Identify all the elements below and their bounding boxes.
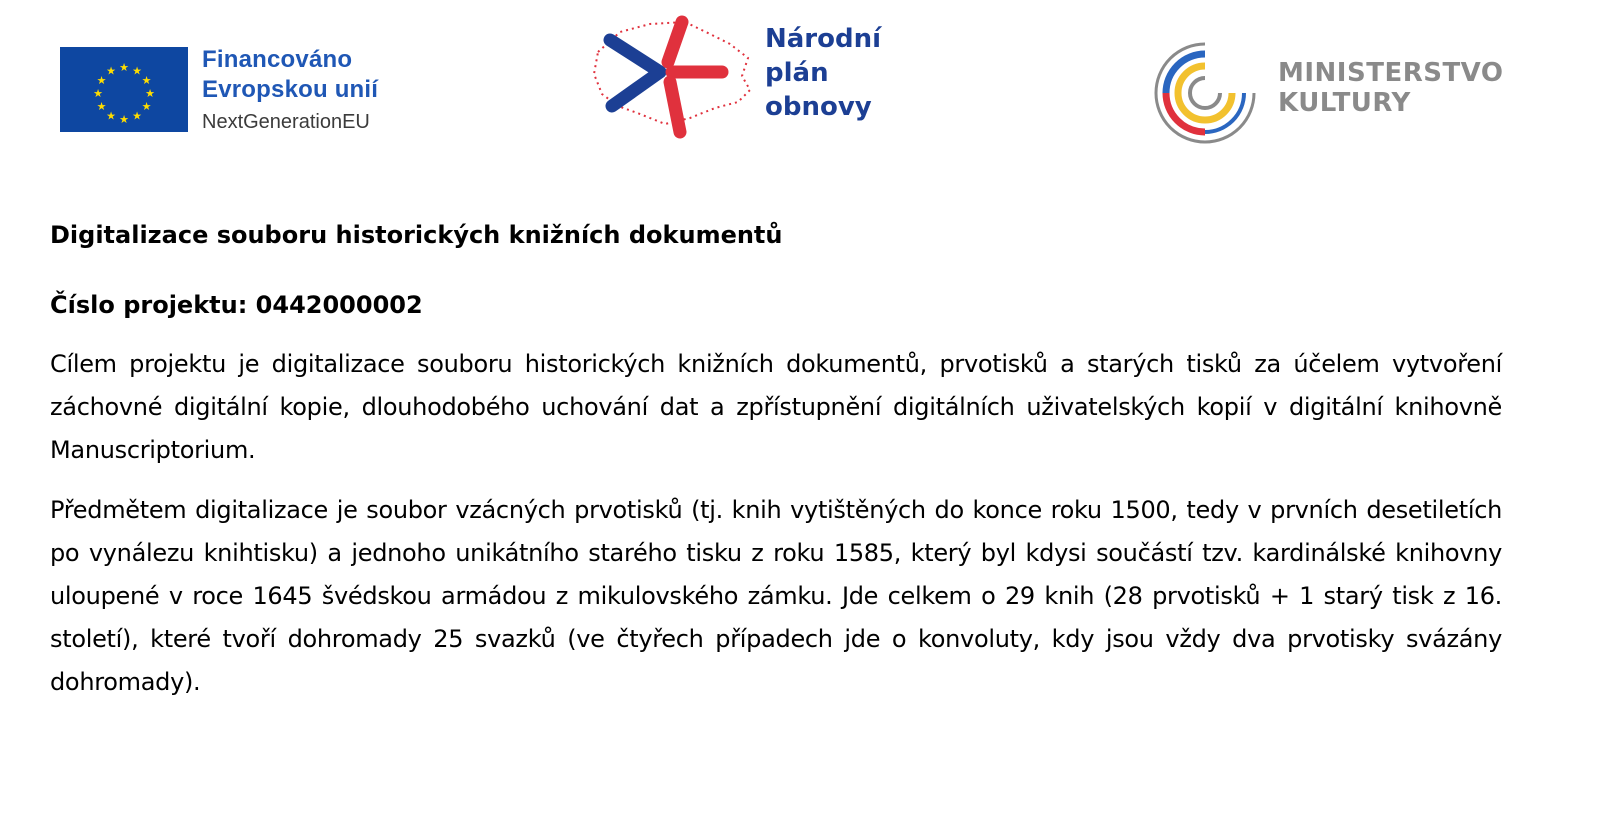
eu-logo-line1: Financováno — [202, 46, 353, 73]
project-number: Číslo projektu: 0442000002 — [50, 291, 423, 319]
ministerstvo-kultury-logo — [1150, 38, 1510, 148]
mk-logo-line1: MINISTERSTVO — [1278, 58, 1504, 88]
svg-text:★: ★ — [141, 100, 152, 113]
mk-logo-line2: KULTURY — [1278, 88, 1411, 118]
logo-header — [0, 0, 1600, 170]
narodni-plan-obnovy-logo — [590, 10, 920, 145]
npo-emblem-icon — [590, 10, 760, 145]
eu-flag-icon — [60, 47, 188, 132]
paragraph-goal: Cílem projektu je digitalizace souboru historických knižních dokumentů, prvotisků a starých tisků za účelem vytvoření záchovné digitální kopie, dlouhodobého uchování dat a zpřístupnění digitálních uživatelských kopií v digitální knihovně Manuscriptorium. — [50, 350, 1502, 464]
npo-logo-line2: plán — [765, 58, 829, 88]
svg-text:★: ★ — [132, 109, 142, 123]
svg-text:★: ★ — [145, 87, 155, 100]
eu-logo-line2: Evropskou unií — [202, 76, 379, 103]
svg-text:★: ★ — [132, 64, 142, 78]
npo-logo-text — [765, 22, 881, 124]
document-body — [50, 215, 1502, 704]
npo-logo-line3: obnovy — [765, 92, 872, 122]
svg-text:★: ★ — [106, 64, 116, 78]
svg-text:★: ★ — [119, 113, 129, 126]
eu-funding-logo — [60, 45, 410, 140]
eu-logo-text — [202, 45, 378, 137]
paragraph-subject: Předmětem digitalizace je soubor vzácných prvotisků (tj. knih vytištěných do konce roku 1500, tedy v prvních desetiletích po vynálezu knihtisku) a jednoho unikátního starého tisku z roku 1585, který byl kdysi součástí tzv. kardinálské knihovny uloupené v roce 1645 švédskou armádou z mikulovského zámku. Jde celkem o 29 knih (28 prvotisků + 1 starý tisk z 16. století), které tvoří dohromady 25 svazků (ve čtyřech případech jde o konvoluty, kdy jsou vždy dva prvotisky svázány dohromady). — [50, 496, 1502, 696]
document-title: Digitalizace souboru historických knižních dokumentů — [50, 221, 783, 249]
npo-logo-line1: Národní — [765, 24, 882, 54]
mk-emblem-icon — [1150, 38, 1260, 148]
svg-text:★: ★ — [141, 74, 152, 87]
svg-text:★: ★ — [96, 74, 107, 87]
svg-text:★: ★ — [106, 109, 116, 123]
svg-text:★: ★ — [119, 61, 129, 74]
svg-text:★: ★ — [96, 100, 107, 113]
svg-text:★: ★ — [93, 87, 103, 100]
mk-logo-text — [1278, 58, 1503, 118]
eu-logo-line3: NextGenerationEU — [202, 111, 370, 133]
